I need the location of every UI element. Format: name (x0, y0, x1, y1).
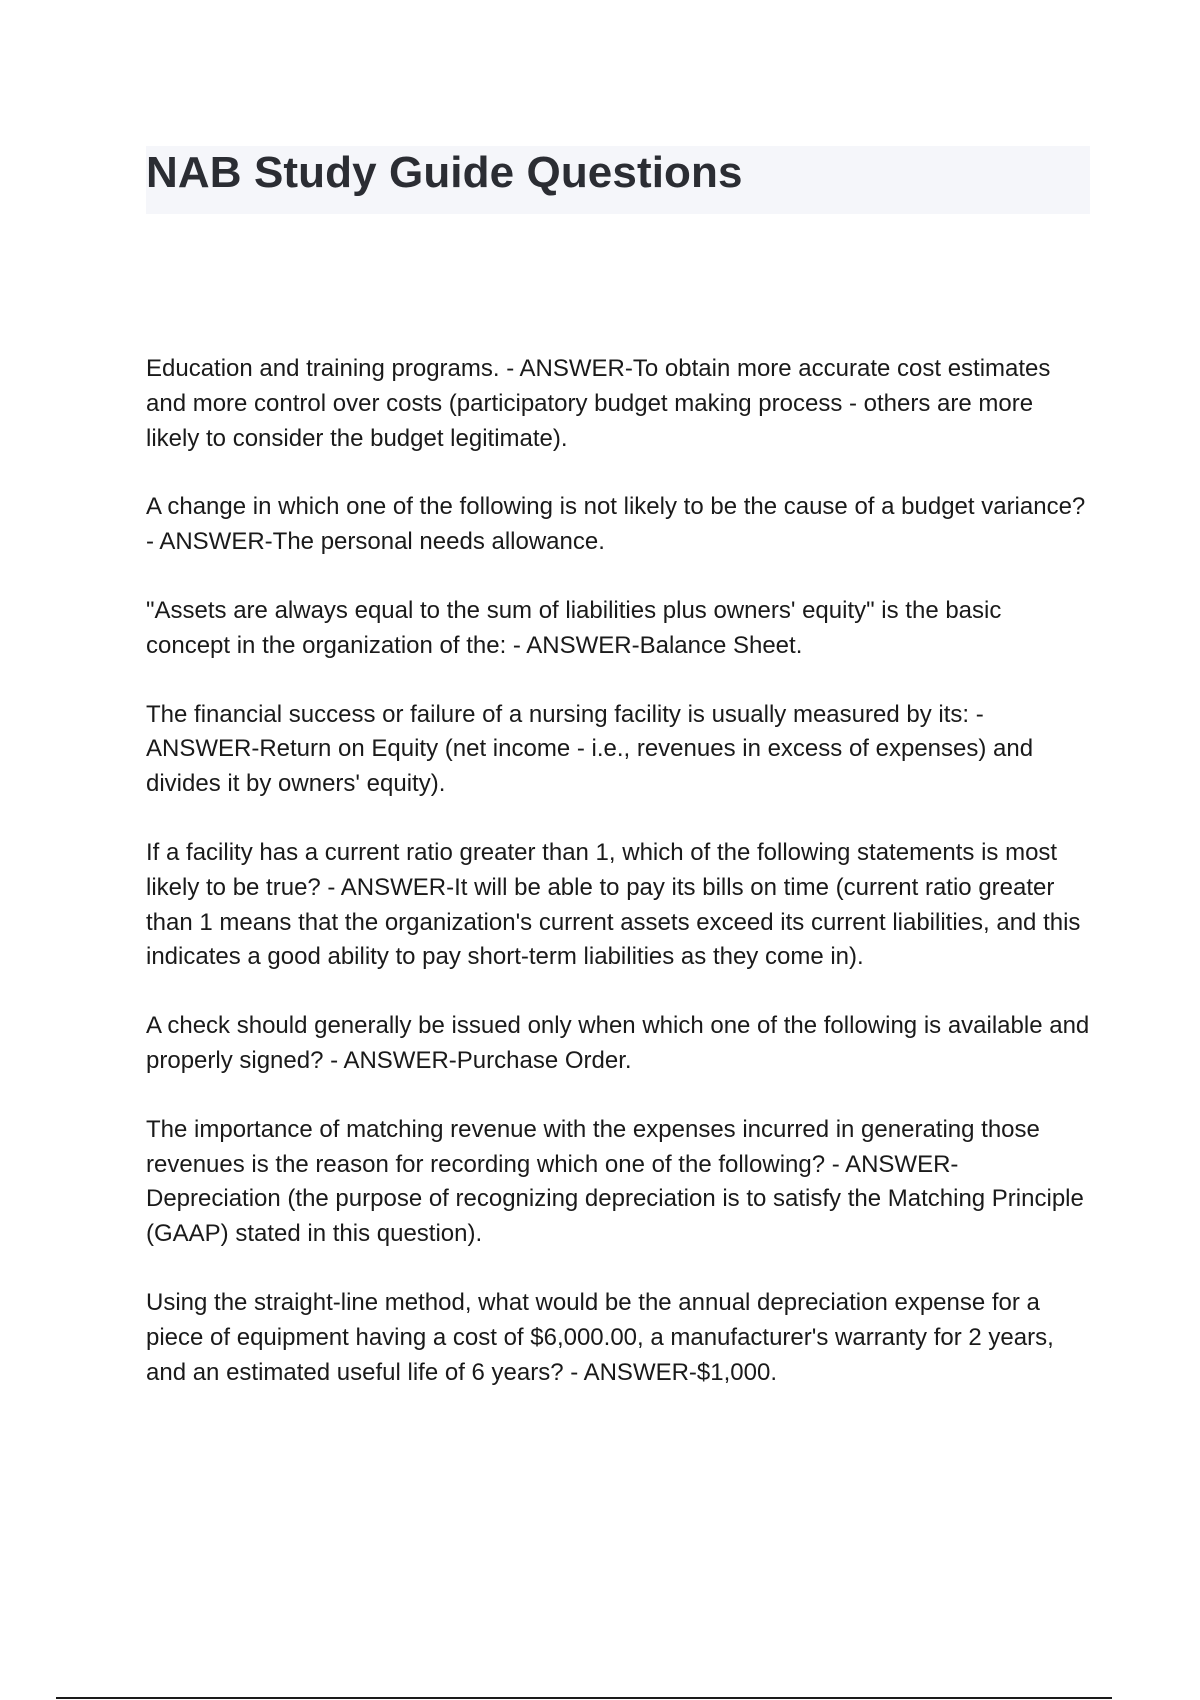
qa-entry: A change in which one of the following is not likely to be the cause of a budget variance? - ANSWER-The personal needs allowance. (146, 493, 1086, 556)
qa-entry: "Assets are always equal to the sum of liabilities plus owners' equity" is the basic concept in the organization of the: - ANSWER-Balance Sheet. (146, 596, 1002, 659)
qa-entry: If a facility has a current ratio greater than 1, which of the following statements is most likely to be true? - ANSWER-It will be able to pay its bills on time (current ratio greater than 1 means that the organization's current assets exceed its current liabilities, and this indicates a good ability to pay short-term liabilities as they come in). (146, 838, 1081, 971)
document-title: NAB Study Guide Questions (146, 148, 743, 197)
qa-entry: The financial success or failure of a nursing facility is usually measured by its: - ANSWER-Return on Equity (net income - i.e., revenues in excess of expenses) and divides it by owners' equity). (146, 700, 1034, 798)
footer-divider (56, 1697, 1112, 1699)
qa-entry: Education and training programs. - ANSWER-To obtain more accurate cost estimates and more control over costs (participatory budget making process - others are more likely to consider the budget legitimate). (146, 355, 1051, 452)
qa-list (146, 352, 1090, 1424)
qa-entry: A check should generally be issued only when which one of the following is available and properly signed? - ANSWER-Purchase Order. (146, 1012, 1090, 1074)
qa-entry: The importance of matching revenue with the expenses incurred in generating those revenues is the reason for recording which one of the following? - ANSWER-Depreciation (the purpose of recognizing depreciation is to satisfy the Matching Principle (GAAP) stated in this question). (146, 1115, 1084, 1248)
qa-entry: Using the straight-line method, what would be the annual depreciation expense for a piece of equipment having a cost of $6,000.00, a manufacturer's warranty for 2 years, and an estimated useful life of 6 years? - ANSWER-$1,000. (146, 1288, 1054, 1386)
